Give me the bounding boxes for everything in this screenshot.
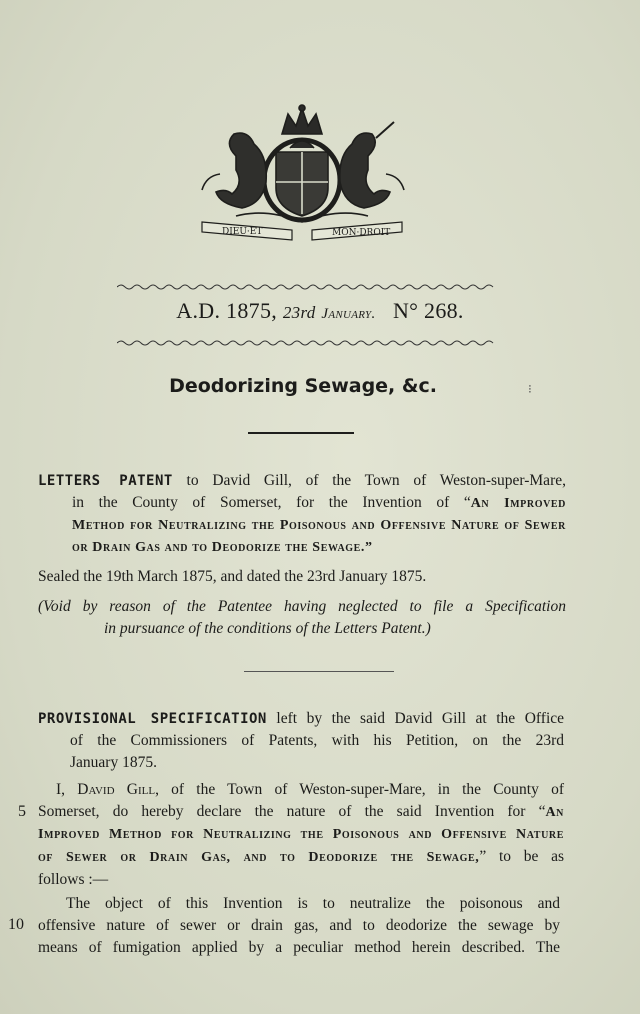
provisional-line-2: of the Commissioners of Patents, with his Petition, on the 23rd bbox=[70, 732, 564, 749]
declaration-title-line-3: of Sewer or Drain Gas, and to Deodorize the Sewage, bbox=[38, 850, 480, 865]
body-line-1: The object of this Invention is to neutralize the poisonous and bbox=[66, 895, 560, 912]
invention-title-line-2: Method for Neutralizing the Poisonous and Offensive Nature of Sewer bbox=[72, 518, 566, 533]
section-rule-2 bbox=[244, 671, 394, 672]
provisional-specification-paragraph bbox=[38, 708, 564, 774]
body-line-2: offensive nature of sewer or drain gas, and to deodorize the sewage by bbox=[38, 917, 560, 934]
section-rule-1 bbox=[248, 432, 354, 434]
patent-number: N° 268. bbox=[392, 298, 464, 323]
letters-patent-lead: LETTERS PATENT bbox=[38, 473, 173, 489]
declaration-line-1b: , of the Town of Weston-super-Mare, in the County of bbox=[155, 781, 564, 798]
motto-left: DIEU·ET bbox=[222, 227, 263, 237]
declaration-paragraph bbox=[38, 779, 564, 891]
motto-right: MON·DROIT bbox=[332, 228, 391, 238]
patent-year: A.D. 1875, bbox=[176, 298, 278, 323]
letters-patent-line-2: in the County of Somerset, for the Invention of “ bbox=[72, 494, 471, 511]
letters-patent-line-1: to David Gill, of the Town of Weston-super-Mare, bbox=[172, 472, 566, 489]
decorative-wavy-rule-bottom bbox=[117, 339, 497, 347]
provisional-line-1: left by the said David Gill at the Office bbox=[266, 710, 565, 727]
sealed-line: Sealed the 19th March 1875, and dated the 23rd January 1875. bbox=[38, 568, 427, 585]
line-number-5: 5 bbox=[18, 803, 26, 820]
decorative-wavy-rule-top bbox=[117, 283, 497, 291]
patent-date: 23rd bbox=[282, 303, 316, 322]
declaration-line-1a: I, bbox=[56, 781, 78, 798]
declaration-line-2: Somerset, do hereby declare the nature of the said Invention for “ bbox=[38, 803, 546, 820]
declaration-line-4b: ” to be as bbox=[479, 848, 564, 865]
line-number-10: 10 bbox=[8, 916, 24, 933]
patent-subject-title: Deodorizing Sewage, &c. bbox=[169, 375, 437, 397]
royal-coat-of-arms-icon bbox=[196, 104, 408, 242]
body-line-3: means of fumigation applied by a peculiar method herein described. The bbox=[38, 939, 560, 956]
invention-title-start: An Improved bbox=[470, 496, 566, 511]
declaration-title-line-2: Improved Method for Neutralizing the Poisonous and Offensive Nature bbox=[38, 827, 564, 842]
letters-patent-paragraph bbox=[38, 470, 566, 559]
invention-title-line-3: or Drain Gas and to Deodorize the Sewage.” bbox=[72, 540, 373, 555]
provisional-lead: PROVISIONAL SPECIFICATION bbox=[38, 711, 267, 727]
void-notice-line-1: (Void by reason of the Patentee having neglected to file a Specification bbox=[38, 598, 566, 615]
void-notice-line-2: in pursuance of the conditions of the Letters Patent.) bbox=[104, 620, 431, 637]
void-notice bbox=[38, 596, 566, 640]
declaration-title-start: An bbox=[545, 805, 564, 820]
declaration-line-5: follows :— bbox=[38, 871, 109, 888]
patent-header bbox=[0, 298, 640, 324]
patent-month: January. bbox=[321, 306, 376, 322]
body-paragraph bbox=[38, 893, 560, 959]
inventor-name: David Gill bbox=[77, 781, 156, 798]
margin-mark: ⁝ bbox=[528, 382, 532, 396]
provisional-line-3: January 1875. bbox=[70, 754, 157, 771]
